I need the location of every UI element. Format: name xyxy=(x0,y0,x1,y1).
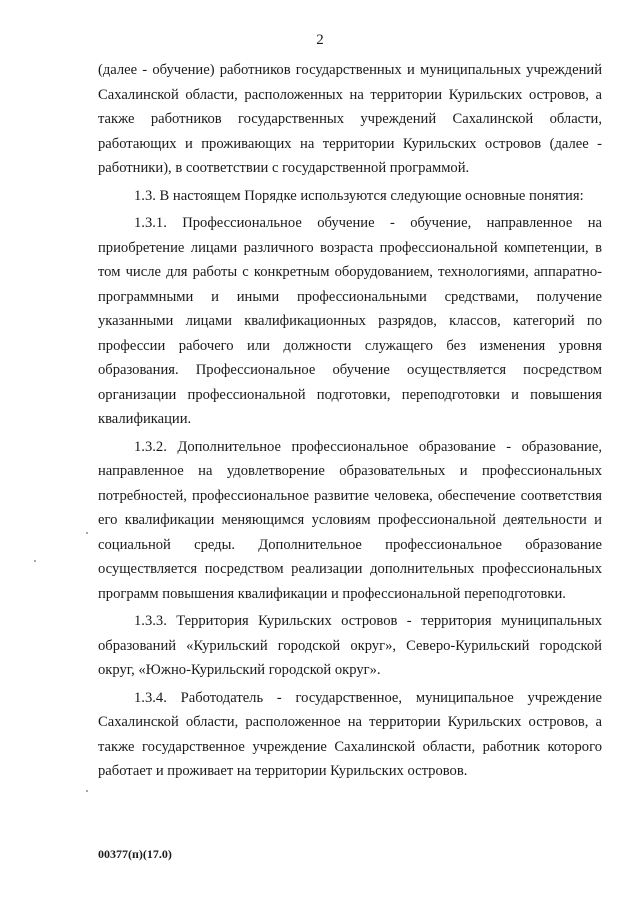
document-body xyxy=(98,58,602,784)
footer-document-code: 00377(п)(17.0) xyxy=(98,847,172,861)
paragraph-1-3-4: 1.3.4. Работодатель - государственное, муниципальное учреждение Сахалинской области, расположенное на территории Курильских островов, а также государственное учреждение Сахалинской области, работник которого работает и проживает на территории Курильских островов. xyxy=(98,689,602,779)
page-number: 2 xyxy=(316,32,324,48)
paragraph-1-3-3: 1.3.3. Территория Курильских островов - территория муниципальных образований «Курильский городской округ», Северо-Курильский городской округ, «Южно-Курильский городской округ». xyxy=(98,613,602,678)
scan-speck xyxy=(34,560,36,562)
scan-speck xyxy=(86,790,88,792)
paragraph-1-3: 1.3. В настоящем Порядке используются следующие основные понятия: xyxy=(134,187,584,204)
paragraph-1-3-1: 1.3.1. Профессиональное обучение - обучение, направленное на приобретение лицами различного возраста профессиональной компетенции, в том числе для работы с конкретным оборудованием, технологиями, аппаратно-программными и иными профессиональными средствами, получение указанными лицами квалификационных разрядов, классов, категорий по профессии рабочего или должности служащего без изменения уровня образования. Профессиональное обучение осуществляется посредством организации профессиональной подготовки, переподготовки и повышения квалификации. xyxy=(98,215,602,427)
paragraph-1-3-2: 1.3.2. Дополнительное профессиональное образование - образование, направленное на удовлетворение образовательных и профессиональных потребностей, профессиональное развитие человека, обеспечение соответствия его квалификации меняющимся условиям профессиональной деятельности и социальной среды. Дополнительное профессиональное образование осуществляется посредством реализации дополнительных профессиональных программ повышения квалификации и профессиональной переподготовки. xyxy=(98,438,602,602)
scan-speck xyxy=(86,532,88,534)
paragraph-continuation: (далее - обучение) работников государственных и муниципальных учреждений Сахалинской области, расположенных на территории Курильских островов, а также работников государственных учреждений Сахалинской области, работающих и проживающих на территории Курильских островов (далее - работники), в соответствии с государственной программой. xyxy=(98,62,602,176)
